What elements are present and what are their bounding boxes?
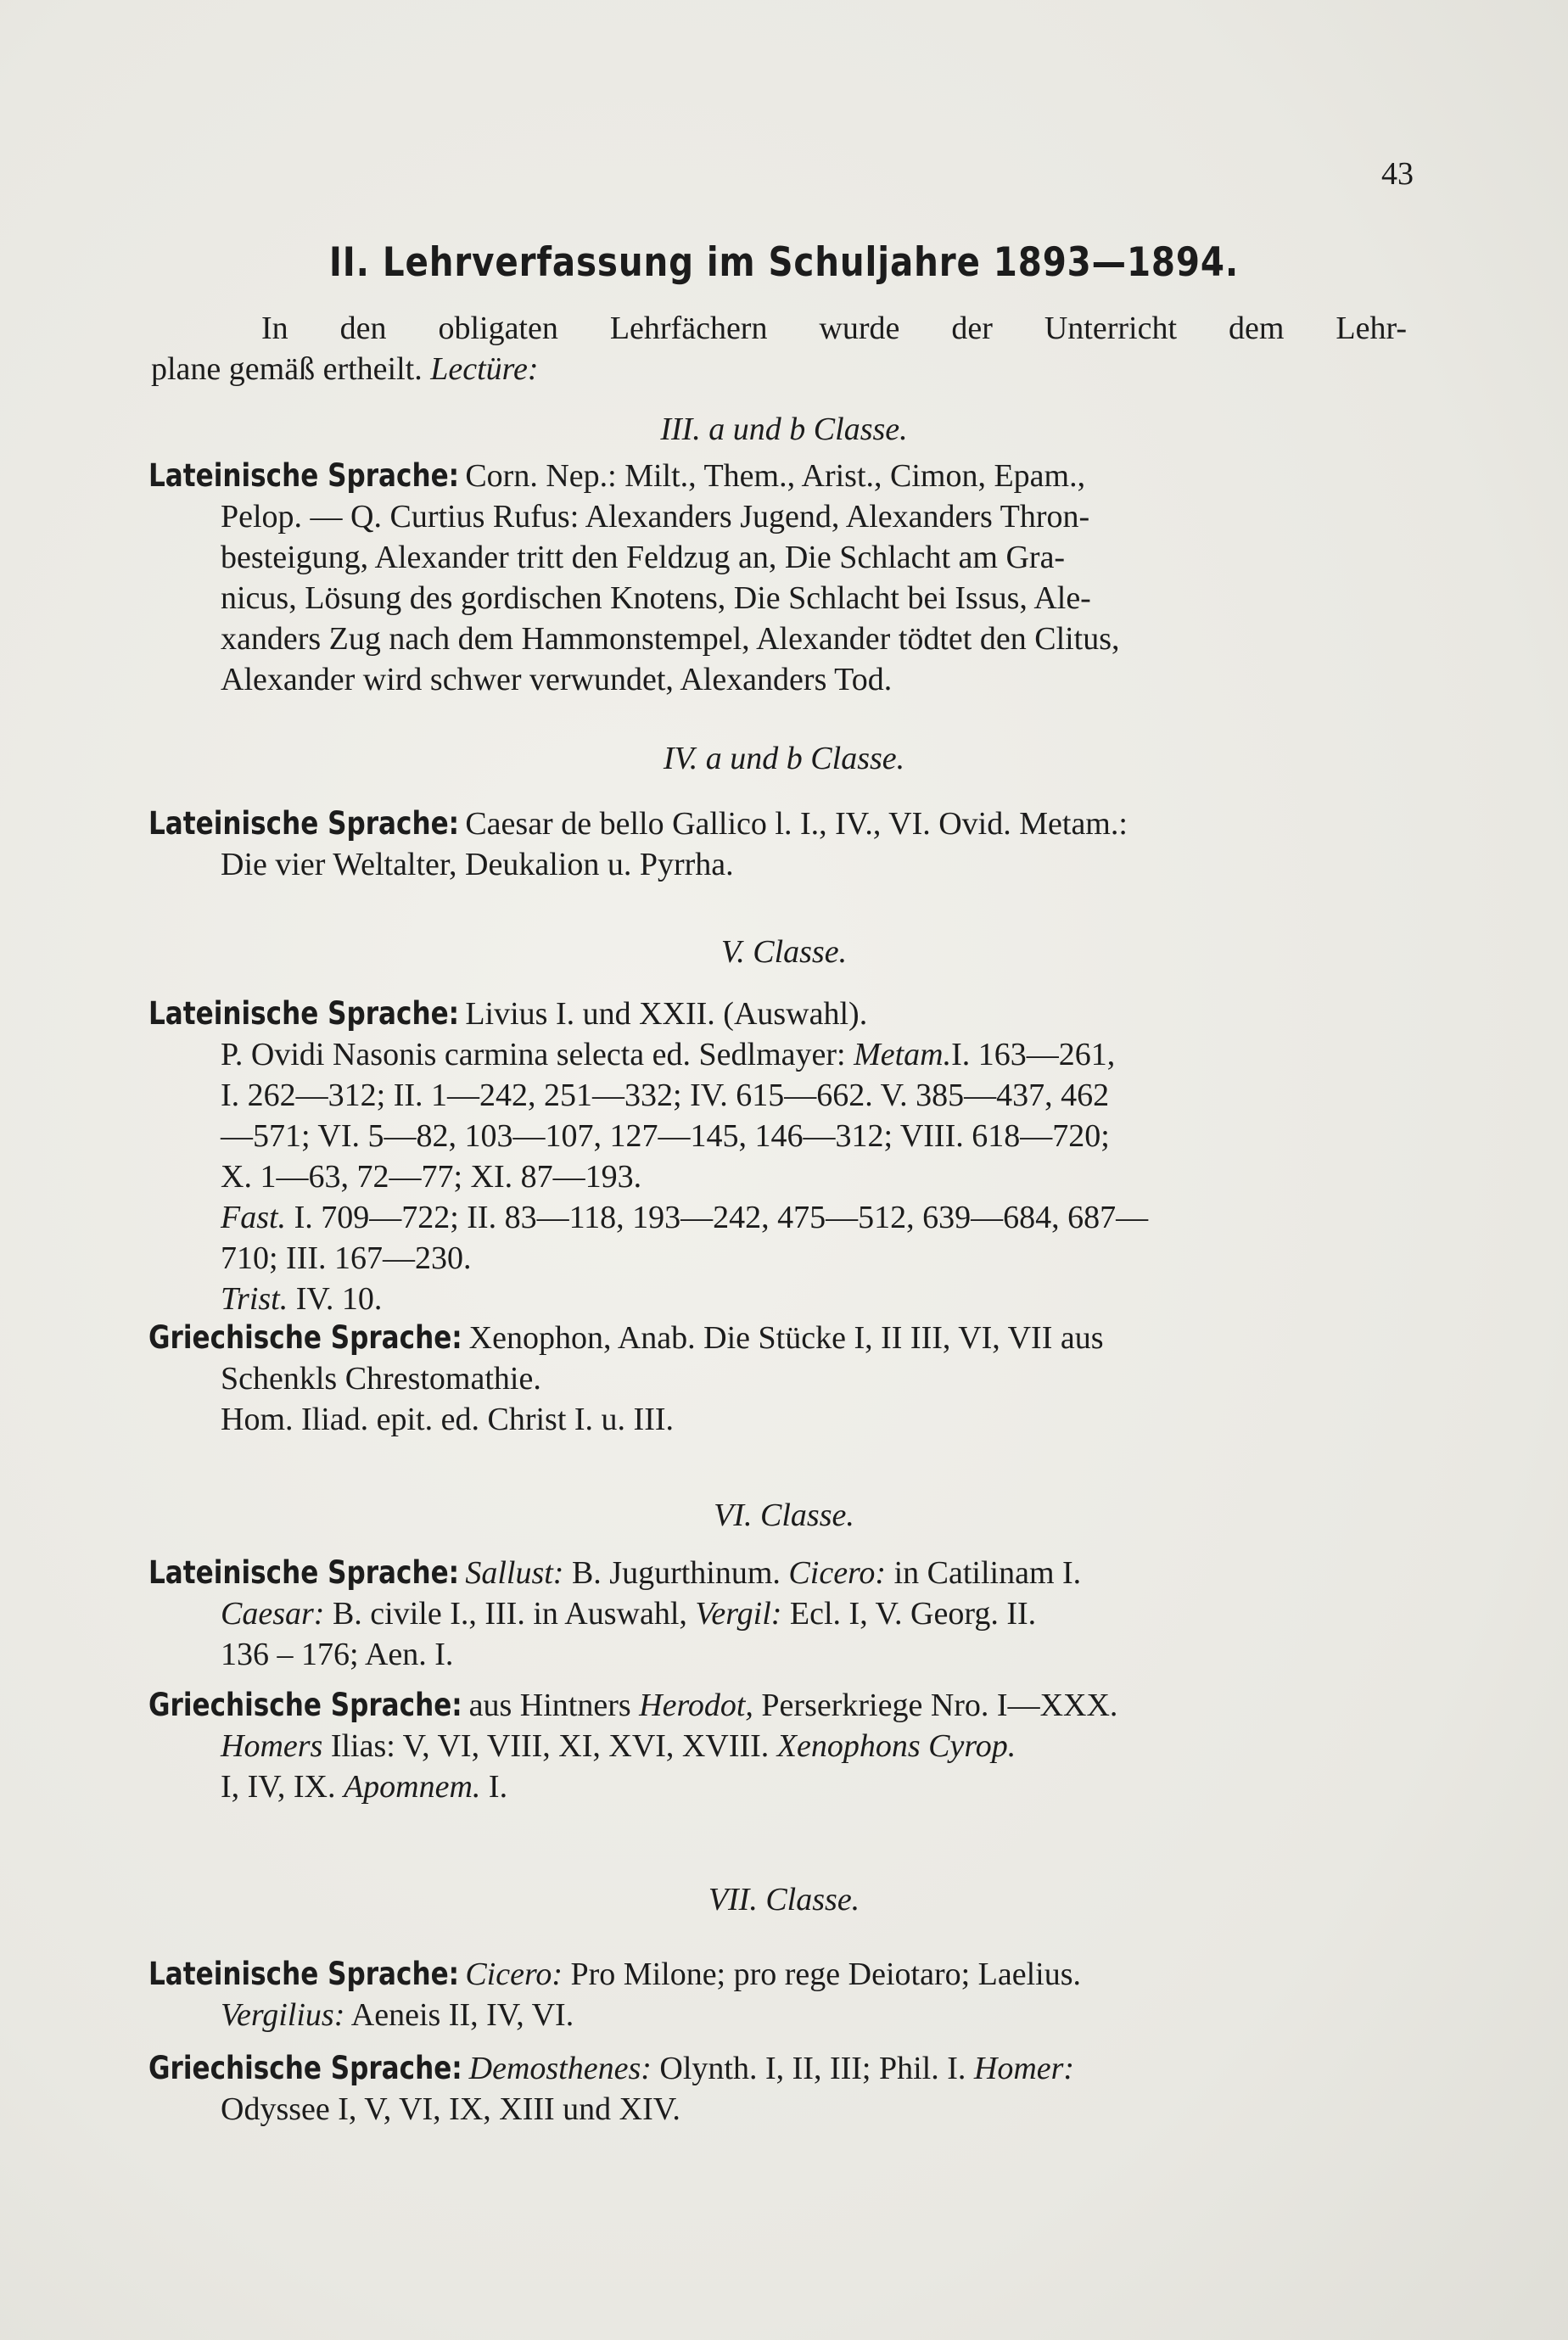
class-v-greek: Griechische Sprache: Xenophon, Anab. Die Stücke I, II III, VI, VII aus Schenkls Chrestomathie. Hom. Iliad. epit. ed. Christ I. u. III. xyxy=(148,1319,1104,1437)
subject-label: Lateinische Sprache: xyxy=(148,1956,460,1992)
class-v-latin: Lateinische Sprache: Livius I. und XXII. (Auswahl). P. Ovidi Nasonis carmina selecta ed. Sedlmayer: Metam.I. 163—261, I. 262—312; II. 1—242, 251—332; IV. 615—662. V. 385—437, 462 —571; VI. 5—82, 103—107, 127—145, 146—312; VIII. 618—720; X. 1—63, 72—77; XI. 87—193. Fast. I. 709—722; II. 83—118, 193—242, 475—512, 639—684, 687— 710; III. 167—230. Trist. IV. 10. xyxy=(148,995,1149,1317)
class-title-vii: VII. Classe. xyxy=(708,1882,860,1917)
class-vii-latin: Lateinische Sprache: Cicero: Pro Milone; pro rege Deiotaro; Laelius. Vergilius: Aeneis II, IV, VI. xyxy=(148,1956,1082,2033)
class-iii-latin: Lateinische Sprache: Corn. Nep.: Milt., Them., Arist., Cimon, Epam., Pelop. — Q. Curtius Rufus: Alexanders Jugend, Alexanders Thron- besteigung, Alexander tritt den Feldzug an, Die Schlacht am Gra- nicus, Lösung des gordischen Knotens, Die Schlacht bei Issus, Ale- xanders Zug nach dem Hammonstempel, Alexander tödtet den Clitus, Alexander wird schwer verwundet, Alexanders Tod. xyxy=(148,457,1120,697)
class-vii-greek: Griechische Sprache: Demosthenes: Olynth. I, II, III; Phil. I. Homer: Odyssee I, V, VI, IX, XIII und XIV. xyxy=(148,2050,1075,2127)
section-heading: II. Lehrverfassung im Schuljahre 1893—1894. xyxy=(328,239,1240,286)
subject-label: Lateinische Sprache: xyxy=(148,995,460,1032)
class-title-vi: VI. Classe. xyxy=(714,1497,854,1533)
subject-label: Griechische Sprache: xyxy=(148,2050,462,2086)
class-iv-latin: Lateinische Sprache: Caesar de bello Gallico l. I., IV., VI. Ovid. Metam.: Die vier Weltalter, Deukalion u. Pyrrha. xyxy=(148,805,1128,882)
intro-lectuere: Lectüre: xyxy=(430,351,539,387)
subject-label: Lateinische Sprache: xyxy=(148,457,460,494)
intro-line-2: plane gemäß ertheilt. xyxy=(151,351,423,387)
class-title-iii: III. a und b Classe. xyxy=(660,411,908,447)
class-vi-greek: Griechische Sprache: aus Hintners Herodot, Perserkriege Nro. I—XXX. Homers Ilias: V, VI, VIII, XI, XVI, XVIII. Xenophons Cyrop. I, IV, IX. Apomnem. I. xyxy=(148,1687,1118,1805)
subject-label: Lateinische Sprache: xyxy=(148,1554,460,1591)
class-title-iv: IV. a und b Classe. xyxy=(663,741,905,776)
subject-label: Griechische Sprache: xyxy=(148,1687,462,1723)
subject-label: Griechische Sprache: xyxy=(148,1319,462,1356)
class-vi-latin: Lateinische Sprache: Sallust: B. Jugurthinum. Cicero: in Catilinam I. Caesar: B. civile I., III. in Auswahl, Vergil: Ecl. I, V. Georg. II. 136 – 176; Aen. I. xyxy=(148,1554,1082,1672)
page-number: 43 xyxy=(1381,156,1414,192)
subject-label: Lateinische Sprache: xyxy=(148,805,460,842)
intro-line-1: In den obligaten Lehrfächern wurde der Unterricht dem Lehr- xyxy=(261,311,1407,346)
intro-paragraph xyxy=(151,308,1407,389)
class-title-v: V. Classe. xyxy=(720,934,848,970)
